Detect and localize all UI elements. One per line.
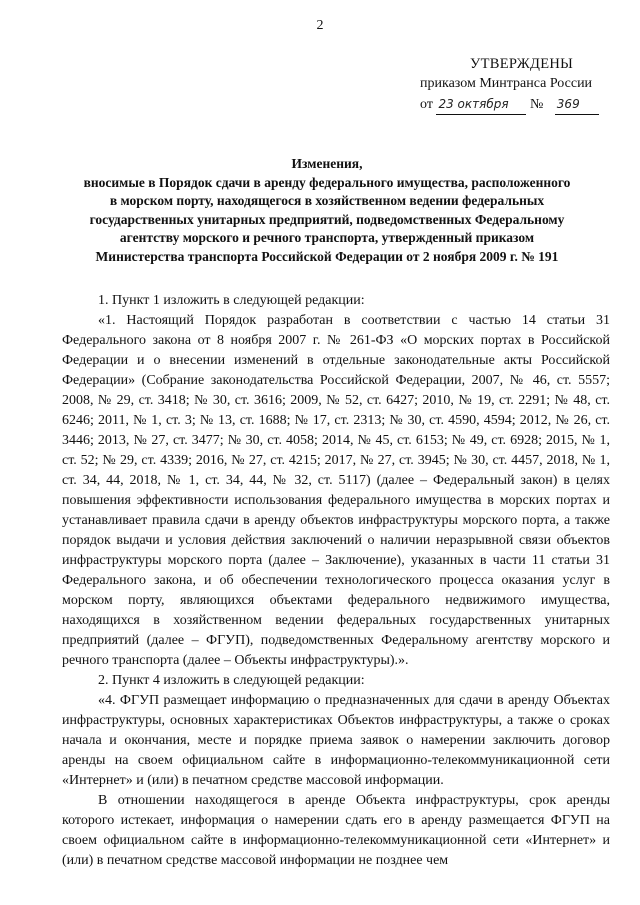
title-line: агентству морского и речного транспорта, утвержденный приказом (119, 230, 535, 245)
approval-order-line: приказом Минтранса России (420, 76, 593, 91)
page-number: 2 (316, 18, 324, 33)
document-body (62, 291, 610, 871)
paragraph-item-4-text: «4. ФГУП размещает информацию о предназначенных для сдачи в аренду Объектах инфраструктуры, основных характеристиках Объектов инфраструктуры, а также о сроках начала и окончания, месте и порядке приема заявок о намерении заключить договор аренды на своем официальном сайте в информационно-телекоммуникационной сети «Интернет» и (или) в печатном средстве массовой информации. (62, 693, 610, 788)
title-line: вносимые в Порядок сдачи в аренду федерального имущества, расположенного (83, 174, 571, 190)
title-line: Министерства транспорта Российской Федерации от 2 ноября 2009 г. № 191 (95, 248, 559, 264)
handwritten-date: 23 октября (436, 94, 526, 115)
approval-title: УТВЕРЖДЕНЫ (470, 56, 574, 72)
approval-date-line (420, 94, 620, 115)
title-line: в морском порту, находящегося в хозяйственном ведении федеральных (109, 193, 545, 208)
handwritten-number: 369 (555, 94, 599, 115)
title-line: Изменения, (291, 156, 363, 171)
paragraph-item-1-text: «1. Настоящий Порядок разработан в соответствии с частью 14 статьи 31 Федерального закона от 8 ноября 2007 г. № 261-ФЗ «О морских портах в Российской Федерации и о внесении изменений в отдельные законодательные акты Российской Федерации» (Собрание законодательства Российской Федерации, 2007, № 46, ст. 5557; 2008, № 29, ст. 3418; № 30, ст. 3616; 2009, № 52, ст. 6427; 2010, № 19, ст. 2291; № 48, ст. 6246; 2011, № 1, ст. 3; № 13, ст. 1688; № 17, ст. 2313; № 30, ст. 4590, 4594; 2012, № 26, ст. 3446; 2013, № 27, ст. 3477; № 30, ст. 4058; 2014, № 45, ст. 6153; № 49, ст. 6928; 2015, № 1, ст. 52; № 29, ст. 4339; 2016, № 27, ст. 4215; 2017, № 27, ст. 3945; № 30, ст. 4457, 2018, № 1, ст. 34, 44, 2018, № 1, ст. 34, 44, № 32, ст. 5117) (далее – Федеральный закон) в целях повышения эффективности использования федерального имущества в морских портах и устанавливает правила сдачи в аренду объектов инфраструктуры морского порта, а также порядок выдачи и условия действия заключений о наличии неразрывной связи объектов инфраструктуры морского порта (далее – Заключение), указанных в части 11 статьи 31 Федерального закона, и об обеспечении технологического процесса оказания услуг в морском порту, являющихся объектами федерального недвижимого имущества, находящихся в хозяйственном ведении федеральных государственных унитарных предприятий (далее – ФГУП), подведомственных Федеральному агентству морского и речного транспорта (далее – Объекты инфраструктуры).». (62, 313, 610, 668)
paragraph-item-1-heading: 1. Пункт 1 изложить в следующей редакции: (98, 293, 365, 308)
title-line: государственных унитарных предприятий, подведомственных Федеральному (89, 211, 565, 227)
approval-stamp (420, 54, 620, 115)
paragraph-item-2-heading: 2. Пункт 4 изложить в следующей редакции: (98, 673, 365, 688)
date-prefix: от (420, 97, 433, 112)
document-title (62, 155, 592, 266)
paragraph-lease-expiry: В отношении находящегося в аренде Объекта инфраструктуры, срок аренды которого истекает, информация о намерении сдать его в аренду размещается ФГУП на своем официальном сайте в информационно-телекоммуникационной сети «Интернет» и (или) в печатном средстве массовой информации не позднее чем (62, 793, 610, 868)
number-prefix: № (529, 97, 544, 112)
